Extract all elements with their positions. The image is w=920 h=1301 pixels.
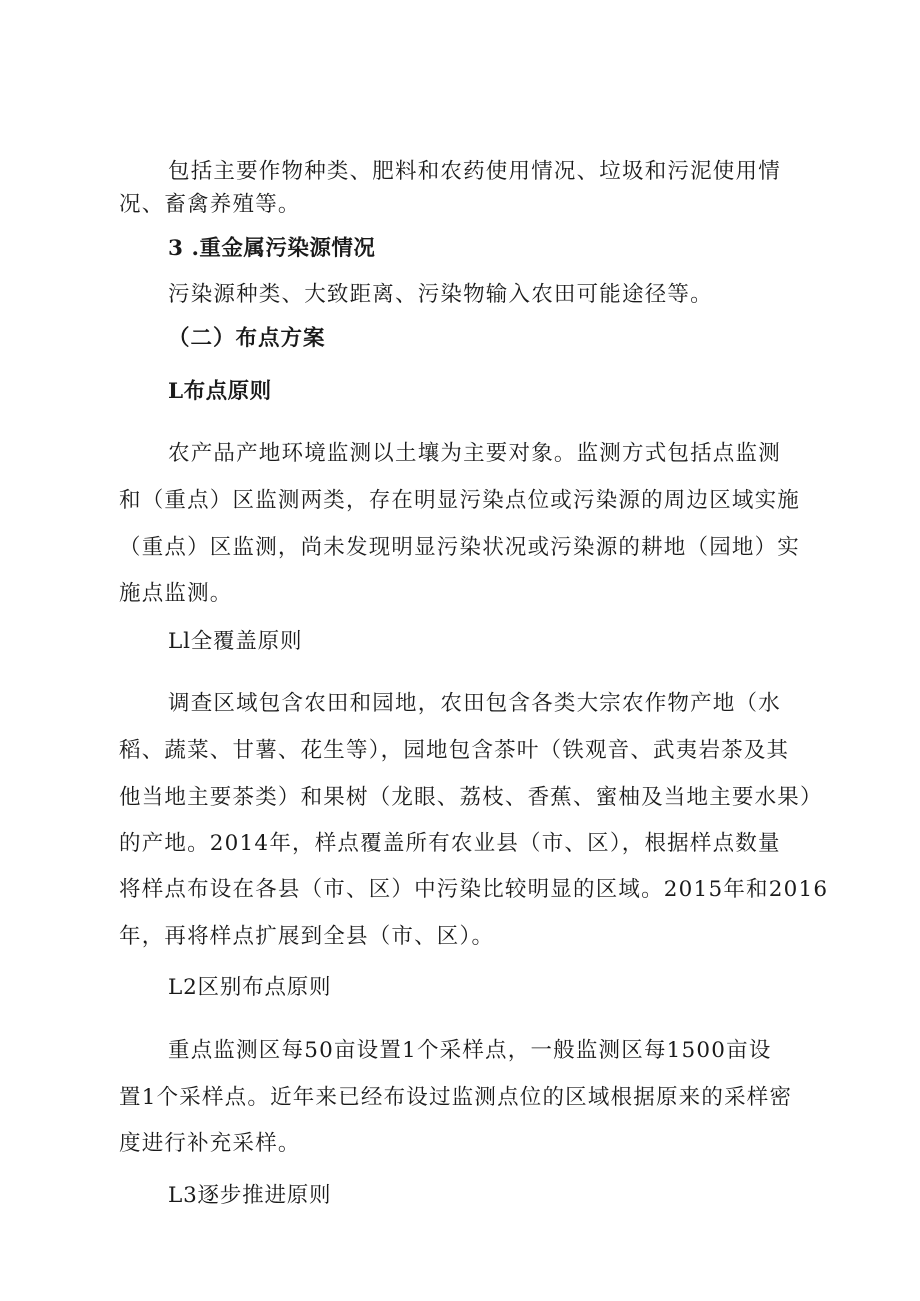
paragraph-line: 施点监测。 bbox=[119, 581, 233, 606]
paragraph-line: 稻、蔬菜、甘薯、花生等），园地包含茶叶（铁观音、武夷岩茶及其 bbox=[119, 738, 790, 763]
paragraph-line: 年，再将样点扩展到全县（市、区）。 bbox=[119, 924, 495, 949]
subheading-differentiated: L2区别布点原则 bbox=[168, 975, 332, 1000]
paragraph-line: 置1个采样点。近年来已经布设过监测点位的区域根据原来的采样密 bbox=[119, 1085, 793, 1110]
paragraph-line: 和（重点）区监测两类，存在明显污染点位或污染源的周边区域实施 bbox=[119, 488, 801, 513]
subheading-gradual-progress: L3逐步推进原则 bbox=[168, 1183, 332, 1208]
section-heading-layout-plan: （二）布点方案 bbox=[168, 326, 326, 351]
paragraph-line: 污染源种类、大致距离、污染物输入农田可能途径等。 bbox=[168, 282, 713, 307]
paragraph-line: 重点监测区每50亩设置1个采样点，一般监测区每1500亩设 bbox=[168, 1038, 772, 1063]
paragraph-line: 的产地。2014年，样点覆盖所有农业县（市、区），根据样点数量 bbox=[119, 831, 781, 856]
subheading-full-coverage: Ll全覆盖原则 bbox=[168, 629, 303, 654]
paragraph-line: 将样点布设在各县（市、区）中污染比较明显的区域。2015年和2016 bbox=[119, 877, 829, 902]
subheading-principle: L布点原则 bbox=[168, 379, 272, 404]
paragraph-line: 他当地主要茶类）和果树（龙眼、荔枝、香蕉、蜜柚及当地主要水果） bbox=[119, 785, 823, 810]
paragraph-line: 调查区域包含农田和园地，农田包含各类大宗农作物产地（水 bbox=[168, 691, 781, 716]
paragraph-line: 度进行补充采样。 bbox=[119, 1131, 301, 1156]
paragraph-line: 农产品产地环境监测以土壤为主要对象。监测方式包括点监测 bbox=[168, 441, 781, 466]
paragraph-line: 况、畜禽养殖等。 bbox=[119, 192, 301, 217]
paragraph-line: 包括主要作物种类、肥料和农药使用情况、垃圾和污泥使用情 bbox=[168, 159, 781, 184]
paragraph-line: （重点）区监测，尚未发现明显污染状况或污染源的耕地（园地）实 bbox=[119, 535, 801, 560]
section-heading-3: 3 .重金属污染源情况 bbox=[168, 236, 376, 261]
